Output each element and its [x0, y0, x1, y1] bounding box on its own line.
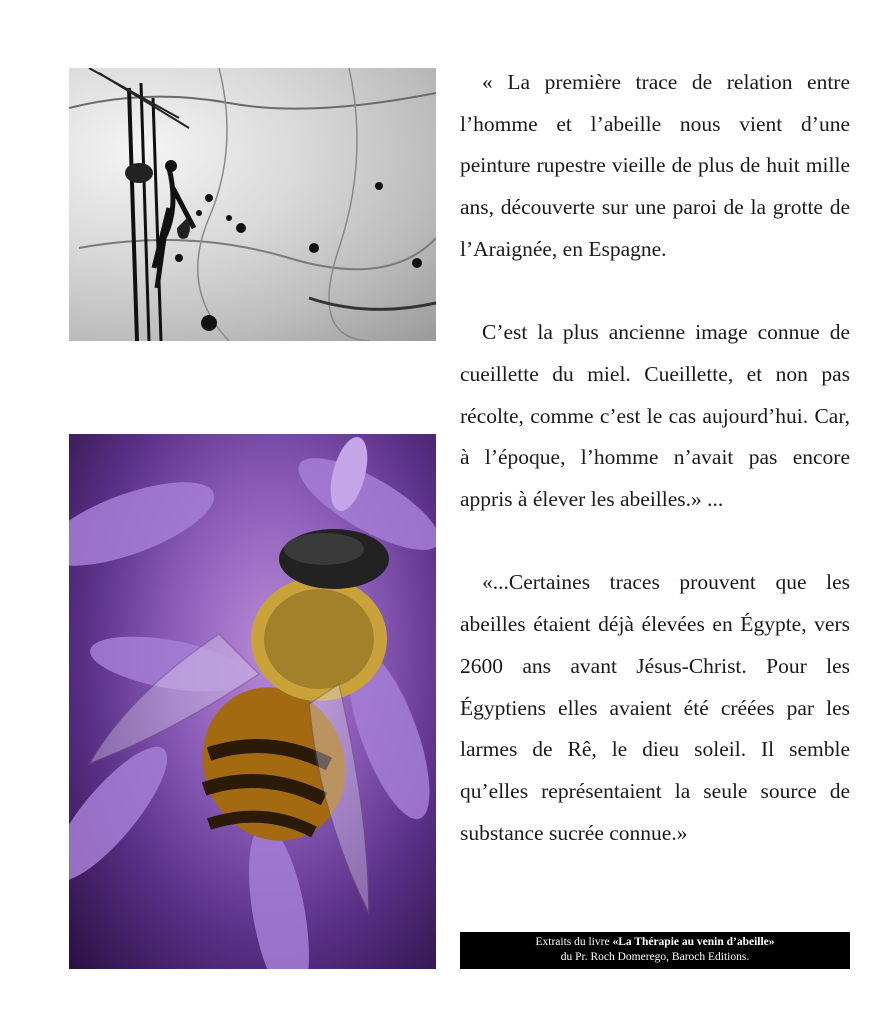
article-text — [460, 62, 850, 854]
bee-on-flower-image — [69, 434, 436, 969]
caption-line-1 — [460, 935, 850, 950]
paragraph-2: C’est la plus ancienne image connue de cueillette du miel. Cueillette, et non pas récolte, comme c’est le cas aujourd’hui. Car, à l’époque, l’homme n’avait pas encore appris à élever les abeilles.» ... — [460, 320, 850, 512]
caption-line-2: du Pr. Roch Domerego, Baroch Editions. — [560, 951, 750, 963]
source-caption — [460, 932, 850, 969]
paragraph-1: « La première trace de relation entre l’homme et l’abeille nous vient d’une peinture rupestre vieille de plus de huit mille ans, découverte sur une paroi de la grotte de l’Araignée, en Espagne. — [460, 70, 850, 261]
caption-prefix: Extraits du livre — [535, 936, 613, 948]
cave-painting-image — [69, 68, 436, 341]
paragraph-3: «...Certaines traces prouvent que les abeilles étaient déjà élevées en Égypte, vers 2600 ans avant Jésus-Christ. Pour les Égyptiens elles avaient été créées par les larmes de Rê, le dieu soleil. Il semble qu’elles représentaient la seule source de substance sucrée connue.» — [460, 570, 850, 845]
caption-book-title: «La Thérapie au venin d’abeille» — [612, 936, 775, 948]
